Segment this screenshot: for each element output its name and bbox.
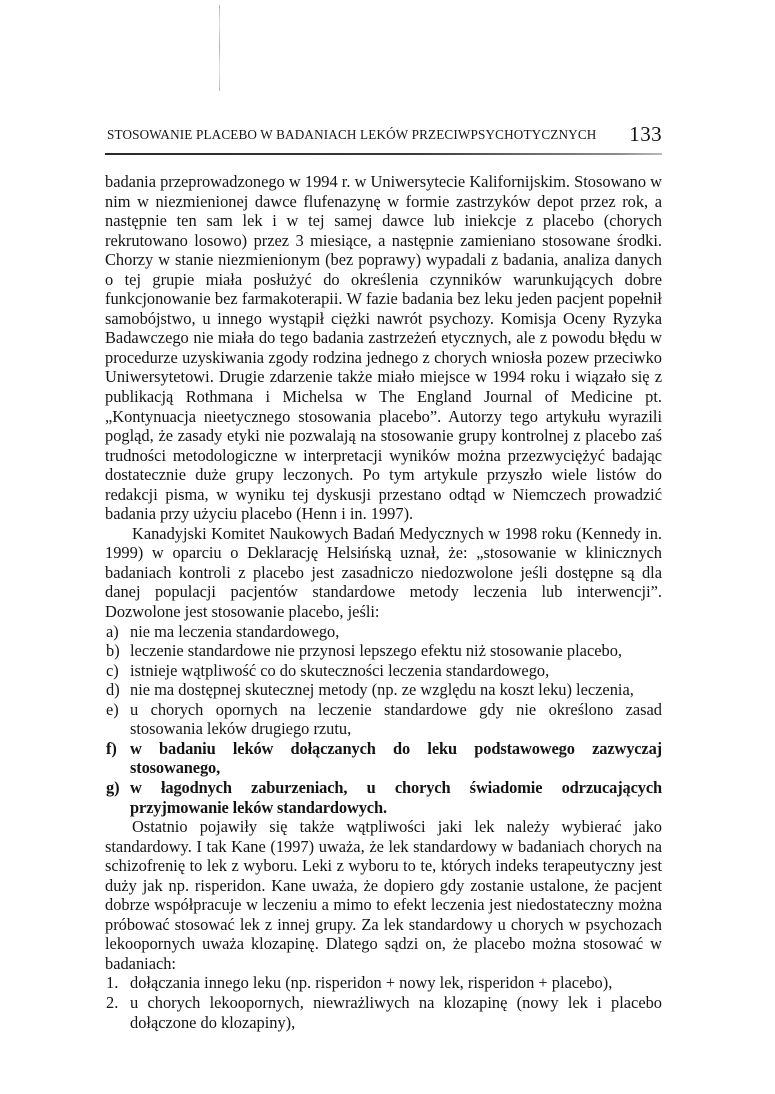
list-marker: f): [106, 738, 117, 758]
list-item-text: u chorych lekoopornych, niewrażliwych na klozapinę (nowy lek i placebo dołączone do klozapiny),: [130, 992, 662, 1032]
list-marker: g): [106, 777, 120, 797]
list-item: [105, 778, 662, 817]
paragraph-continued: badania przeprowadzonego w 1994 r. w Uniwersytecie Kalifornijskim. Stosowano w nim w niezmienionej dawce flufenazynę w formie zastrzyków depot przez rok, a następnie ten sam lek i w tej samej dawce lub iniekcje z placebo (chorych rekrutowano losowo) przez 3 miesiące, a następnie zamieniano stosowane środki. Chorzy w stanie niezmienionym (bez poprawy) wypadali z badania, analiza danych o tej grupie miała posłużyć do określenia czynników warunkujących dobre funkcjonowanie bez farmakoterapii. W fazie badania bez leku jeden pacjent popełnił samobójstwo, u innego wystąpił ciężki nawrót psychozy. Komisja Oceny Ryzyka Badawczego nie miała do tego badania zastrzeżeń etycznych, ale z powodu błędu w procedurze uzyskiwania zgody rodzina jednego z chorych wniosła pozew przeciwko Uniwersytetowi. Drugie zdarzenie także miało miejsce w 1994 roku i wiązało się z publikacją Rothmana i Michelsa w The England Journal of Medicine pt. „Kontynuacja nieetycznego stosowania placebo”. Autorzy tego artykułu wyrazili pogląd, że zasady etyki nie pozwalają na stosowanie grupy kontrolnej z placebo zaś trudności metodologiczne w interpretacji wyników można przezwyciężyć badając dostatecznie duże grupy leczonych. Po tym artykule przyszło wiele listów do redakcji pisma, w wyniku tej dyskusji przestano odtąd w Niemczech prowadzić badania przy użyciu placebo (Henn i in. 1997).: [105, 172, 662, 524]
list-item-text: u chorych opornych na leczenie standardowe gdy nie określono zasad stosowania leków drugiego rzutu,: [130, 699, 662, 739]
numbered-placebo-uses-list: [105, 973, 662, 1032]
running-head-title: STOSOWANIE PLACEBO W BADANIACH LEKÓW PRZECIWPSYCHOTYCZNYCH: [107, 127, 597, 142]
list-item: [105, 739, 662, 778]
header-rule: [105, 153, 662, 155]
running-header: [105, 122, 662, 153]
list-item: [105, 680, 662, 700]
list-item-text: w łagodnych zaburzeniach, u chorych świadomie odrzucających przyjmowanie leków standardowych.: [130, 777, 662, 817]
list-item-text: w badaniu leków dołączanych do leku podstawowego zazwyczaj stosowanego,: [130, 738, 662, 778]
list-item: [105, 993, 662, 1032]
list-item: [105, 622, 662, 642]
list-item: [105, 700, 662, 739]
list-item: [105, 973, 662, 993]
page-number: 133: [629, 122, 662, 146]
list-item: [105, 661, 662, 681]
list-marker: 2.: [106, 992, 119, 1012]
list-item-text: nie ma dostępnej skutecznej metody (np. ze względu na koszt leku) leczenia,: [130, 680, 634, 700]
list-item-text: leczenie standardowe nie przynosi lepszego efektu niż stosowanie placebo,: [130, 641, 622, 661]
list-marker: e): [106, 699, 119, 719]
paragraph-canadian-committee: Kanadyjski Komitet Naukowych Badań Medycznych w 1998 roku (Kennedy in. 1999) w oparciu o Deklarację Helsińską uznał, że: „stosowanie w klinicznych badaniach kontroli z placebo jest zasadniczo niedozwolone jeśli dostępne są dla danej populacji pacjentów standardowe metody leczenia lub interwencji”. Dozwolone jest stosowanie placebo, jeśli:: [105, 523, 662, 622]
list-item: [105, 641, 662, 661]
list-marker: a): [106, 621, 119, 641]
lettered-conditions-list: [105, 622, 662, 817]
list-item-text: istnieje wątpliwość co do skuteczności leczenia standardowego,: [130, 660, 550, 680]
page-content: [105, 0, 662, 1094]
list-item-text: nie ma leczenia standardowego,: [130, 621, 340, 641]
paragraph-standard-drug: Ostatnio pojawiły się także wątpliwości jaki lek należy wybierać jako standardowy. I tak Kane (1997) uważa, że lek standardowy w badaniach chorych na schizofrenię to lek z wyboru. Leki z wyboru to te, których indeks terapeutyczny jest duży jak np. risperidon. Kane uważa, że dopiero gdy zostanie ustalone, że pacjent dobrze współpracuje w leczeniu a mimo to efekt leczenia jest niedostateczny można próbować stosować lek z innej grupy. Za lek standardowy u chorych w psychozach lekoopornych uważa klozapinę. Dlatego sądzi on, że placebo można stosować w badaniach:: [105, 817, 662, 973]
body-text: [105, 172, 662, 1032]
list-marker: 1.: [106, 973, 119, 993]
list-marker: c): [106, 660, 119, 680]
list-item-text: dołączania innego leku (np. risperidon + nowy lek, risperidon + placebo),: [130, 973, 613, 993]
list-marker: d): [106, 680, 120, 700]
list-marker: b): [106, 641, 120, 661]
